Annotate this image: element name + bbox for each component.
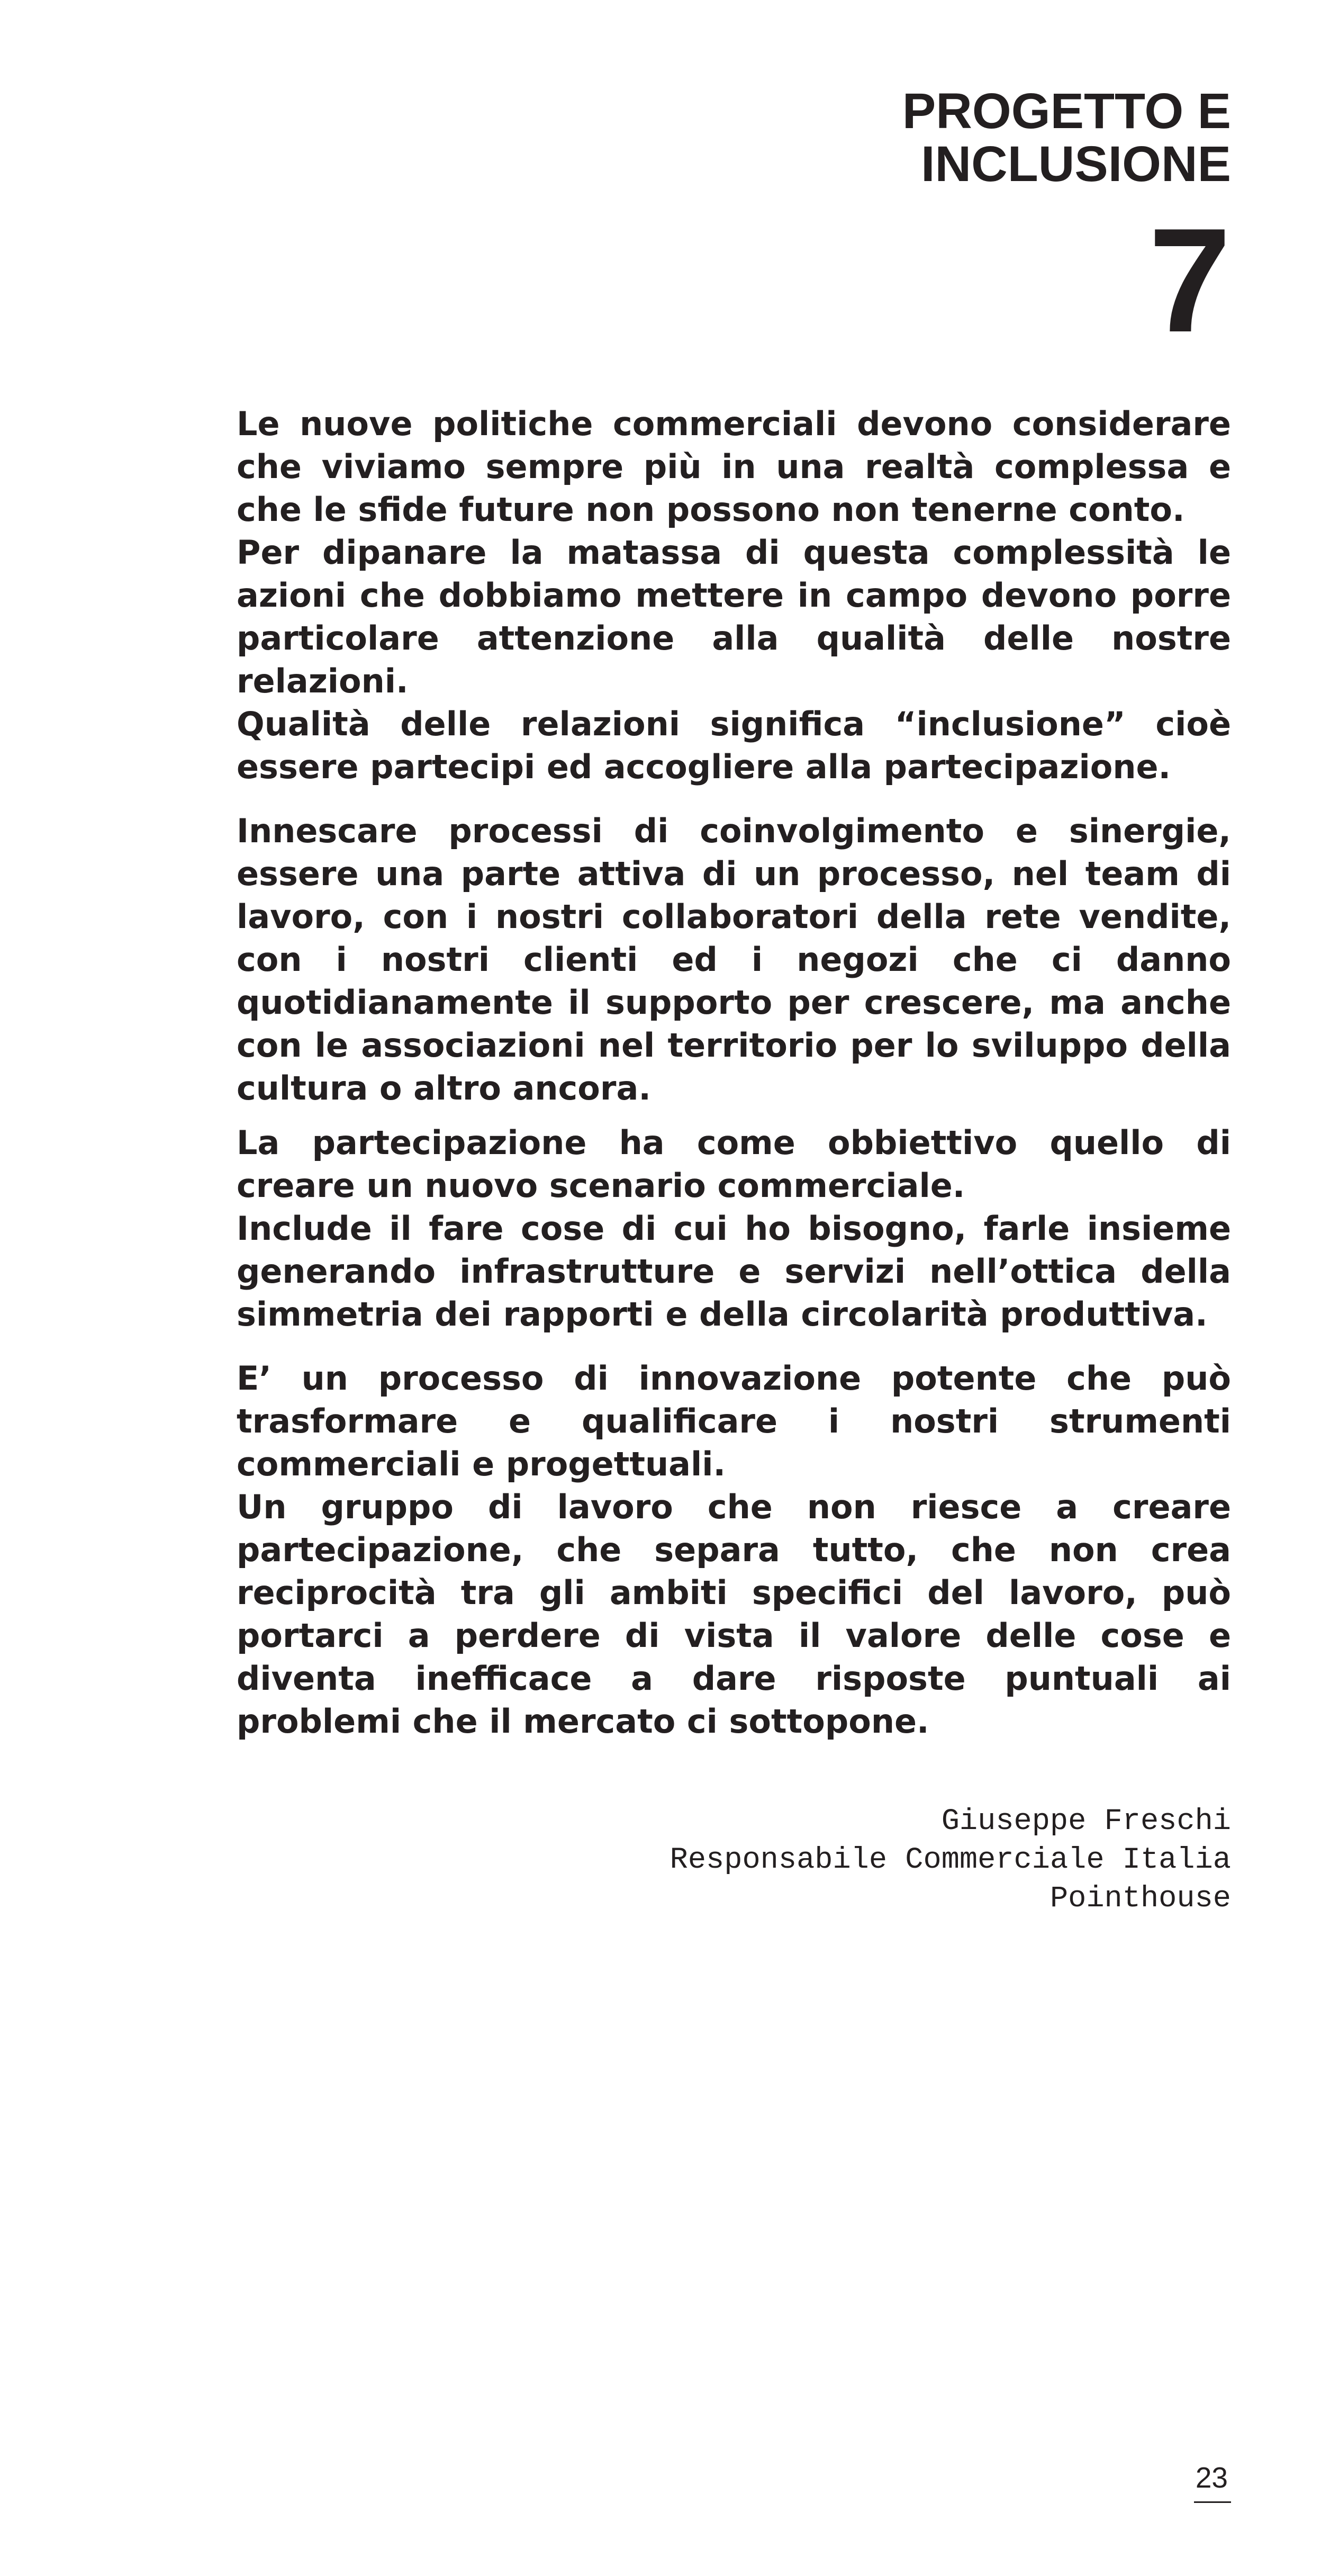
signature-name: Giuseppe Freschi <box>941 1805 1231 1839</box>
paragraph: Qualità delle relazioni significa “inclusione” cioè essere partecipi ed accogliere alla partecipazione. <box>237 705 1231 786</box>
signature-role: Responsabile Commerciale Italia <box>669 1843 1231 1877</box>
paragraph: Include il fare cose di cui ho bisogno, farle insieme generando infrastrutture e servizi nell’ottica della simmetria dei rapporti e della circolarità produttiva. <box>237 1209 1231 1334</box>
page-title-line-2: INCLUSIONE <box>921 136 1231 192</box>
paragraph: La partecipazione ha come obbiettivo quello di creare un nuovo scenario commerciale. <box>237 1123 1231 1205</box>
paragraph: Le nuove politiche commerciali devono considerare che viviamo sempre più in una realtà complessa e che le sfide future non possono non tenerne conto. <box>237 404 1231 529</box>
paragraph: Per dipanare la matassa di questa complessità le azioni che dobbiamo mettere in campo devono porre particolare attenzione alla qualità delle nostre relazioni. <box>237 533 1231 700</box>
paragraph: Innescare processi di coinvolgimento e sinergie, essere una parte attiva di un processo, nel team di lavoro, con i nostri collaboratori della rete vendite, con i nostri clienti ed i negozi che ci danno quotidianamente il supporto per crescere, ma anche con le associazioni nel territorio per lo sviluppo della cultura o altro ancora. <box>237 812 1231 1107</box>
signature-company: Pointhouse <box>1049 1882 1231 1916</box>
body-text <box>237 402 1231 1743</box>
page-number-underline <box>1194 2501 1231 2503</box>
signature <box>670 1803 1231 1919</box>
page-title <box>902 85 1231 191</box>
page-number: 23 <box>1195 2461 1228 2494</box>
paragraph: Un gruppo di lavoro che non riesce a creare partecipazione, che separa tutto, che non crea reciprocità tra gli ambiti specifici del lavoro, può portarci a perdere di vista il valore delle cose e diventa inefficace a dare risposte puntuali ai problemi che il mercato ci sottopone. <box>237 1488 1231 1741</box>
paragraph: E’ un processo di innovazione potente che può trasformare e qualificare i nostri strumenti commerciali e progettuali. <box>237 1359 1231 1483</box>
chapter-number: 7 <box>1148 198 1231 363</box>
page-title-line-1: PROGETTO E <box>902 83 1231 139</box>
